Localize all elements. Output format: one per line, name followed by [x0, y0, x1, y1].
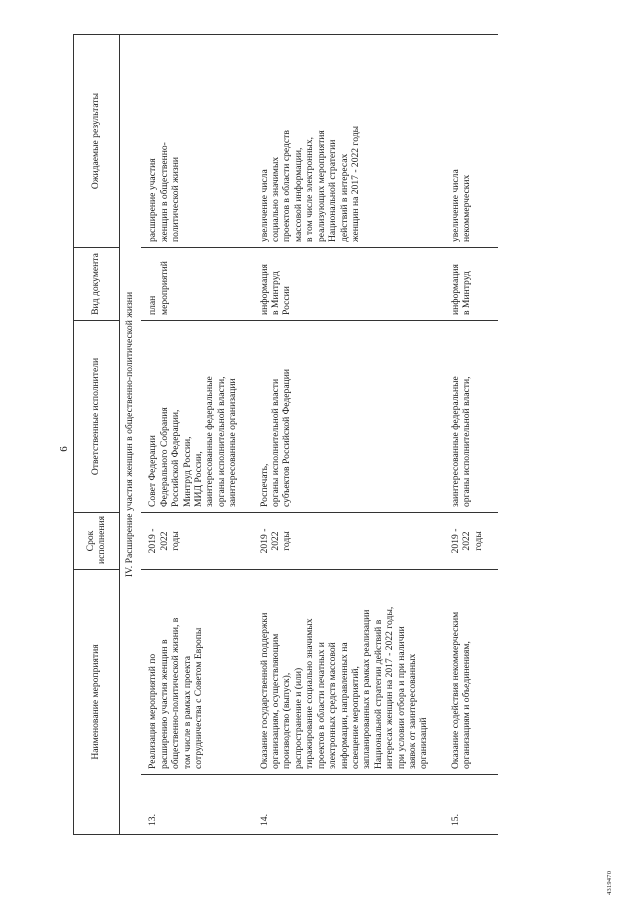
- document-code: 4319470: [606, 870, 613, 895]
- header-results: Ожидаемые результаты: [74, 35, 120, 248]
- section-row: [120, 35, 142, 835]
- table-row: [253, 35, 444, 835]
- row-results: расширение участия женщин в общественно- политической жизни: [141, 35, 252, 248]
- header-name: Наименование мероприятия: [74, 570, 120, 835]
- table-header-row: [74, 35, 120, 835]
- table-row: [444, 35, 498, 835]
- row-doc-type: план мероприятий: [141, 248, 252, 321]
- row-number: 13.: [141, 775, 252, 835]
- header-doc-type: Вид документа: [74, 248, 120, 321]
- page-number: 6: [58, 446, 70, 452]
- row-results: увеличение числа социально значимых проектов в области средств массовой информации, в том числе электронных, реализующих мероприятия Национальной стратегии действий в интересах женщин на 2017 - 2022 годы: [253, 35, 444, 248]
- header-term: Срок исполнения: [74, 513, 120, 570]
- row-term: 2019 - 2022 годы: [253, 513, 444, 570]
- row-name: Оказание содействия некоммерческим организациям и объединениям,: [444, 570, 498, 775]
- row-number: 14.: [253, 775, 444, 835]
- row-name: Оказание государственной поддержки организациям, осуществляющим производство (выпуск), распространение и (или) тиражирование социально значимых проектов в области печатных и электронных средств массовой информации, направленных на освещение мероприятий, запланированных в рамках реализации Национальной стратегии действий в интересах женщин на 2017 - 2022 годы, при условии отбора и при наличии заявок от заинтересованных организаций: [253, 570, 444, 775]
- row-executors: Роспечать, органы исполнительной власти субъектов Российской Федерации: [253, 321, 444, 513]
- row-number: 15.: [444, 775, 498, 835]
- row-doc-type: информация в Минтруд России: [253, 248, 444, 321]
- header-executors: Ответственные исполнители: [74, 321, 120, 513]
- row-term: 2019 - 2022 годы: [444, 513, 498, 570]
- section-title: IV. Расширение участия женщин в общественно-политической жизни: [120, 35, 142, 835]
- row-executors: Совет Федерации Федерального Собрания Российской Федерации, Минтруд России, МИД России, заинтересованные федеральные органы исполнительной власти, заинтересованные организации: [141, 321, 252, 513]
- row-term: 2019 - 2022 годы: [141, 513, 252, 570]
- row-results: увеличение числа некоммерческих: [444, 35, 498, 248]
- row-doc-type: информация в Минтруд: [444, 248, 498, 321]
- row-executors: заинтересованные федеральные органы исполнительной власти,: [444, 321, 498, 513]
- action-plan-table: [73, 34, 498, 835]
- row-name: Реализация мероприятий по расширению участия женщин в общественно-политической жизни, в том числе в рамках проекта сотрудничества с Советом Европы: [141, 570, 252, 775]
- table-row: [141, 35, 252, 835]
